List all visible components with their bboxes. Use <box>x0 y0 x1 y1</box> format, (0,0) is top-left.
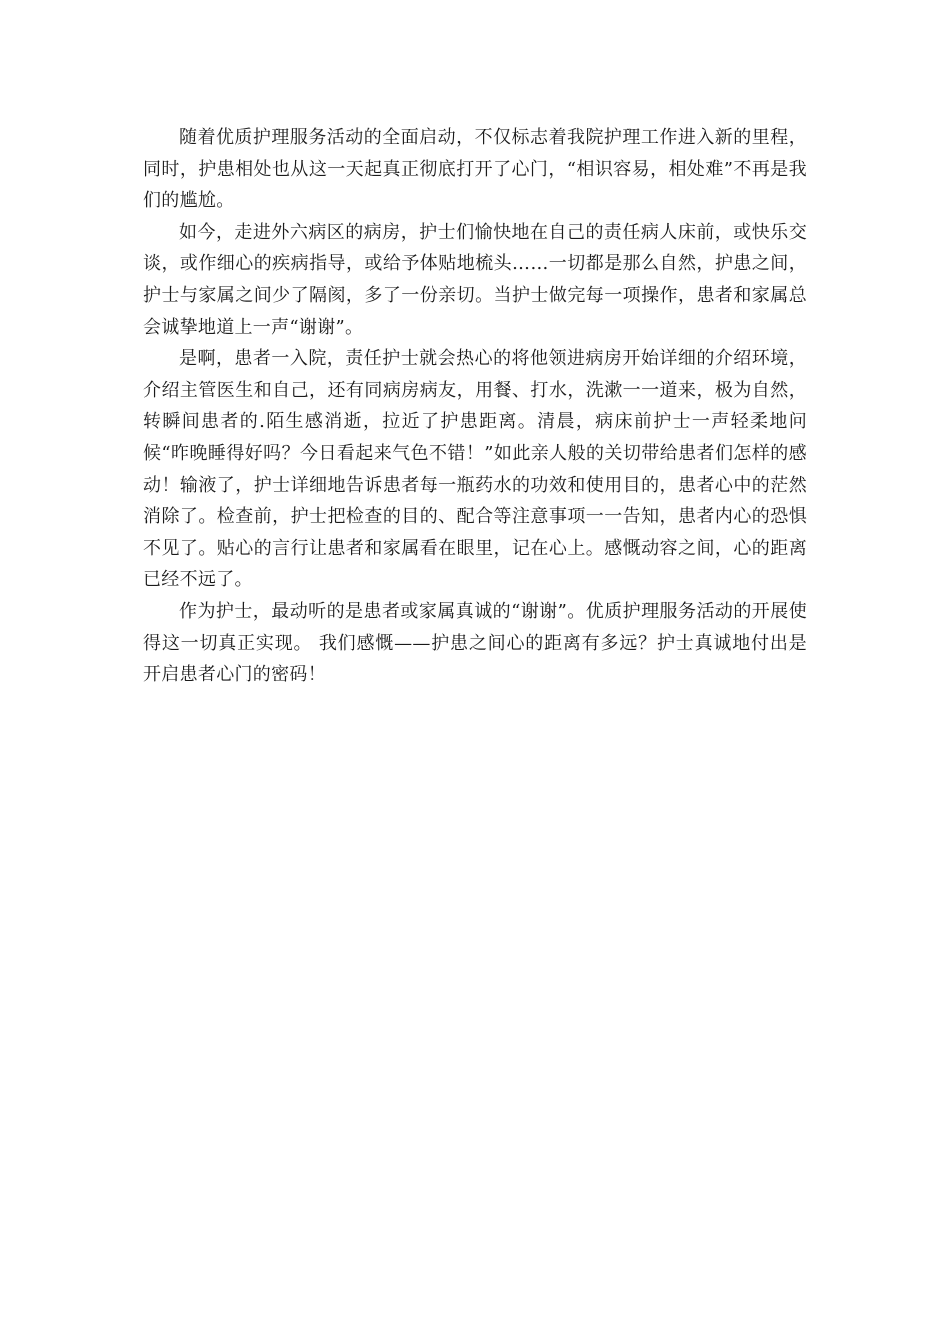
paragraph-3: 是啊，患者一入院，责任护士就会热心的将他领进病房开始详细的介绍环境，介绍主管医生和自己，还有同病房病友，用餐、打水，洗漱一一道来，极为自然，转瞬间患者的.陌生感消逝，拉近了护患距离。清晨，病床前护士一声轻柔地问候“昨晚睡得好吗？今日看起来气色不错！”如此亲人般的关切带给患者们怎样的感动！输液了，护士详细地告诉患者每一瓶药水的功效和使用目的，患者心中的茫然消除了。检查前，护士把检查的目的、配合等注意事项一一告知，患者内心的恐惧不见了。贴心的言行让患者和家属看在眼里，记在心上。感慨动容之间，心的距离已经不远了。 <box>143 348 807 591</box>
paragraph-4: 作为护士，最动听的是患者或家属真诚的“谢谢”。优质护理服务活动的开展使得这一切真正实现。 我们感慨——护患之间心的距离有多远？护士真诚地付出是开启患者心门的密码！ <box>143 600 807 686</box>
paragraph-1: 随着优质护理服务活动的全面启动，不仅标志着我院护理工作进入新的里程，同时，护患相处也从这一天起真正彻底打开了心门，“相识容易，相处难”不再是我们的尴尬。 <box>143 127 807 212</box>
document-body <box>143 122 807 691</box>
paragraph-2: 如今，走进外六病区的病房，护士们愉快地在自己的责任病人床前，或快乐交谈，或作细心的疾病指导，或给予体贴地梳头……一切都是那么自然，护患之间，护士与家属之间少了隔阂，多了一份亲切。当护士做完每一项操作，患者和家属总会诚挚地道上一声“谢谢”。 <box>143 221 807 338</box>
